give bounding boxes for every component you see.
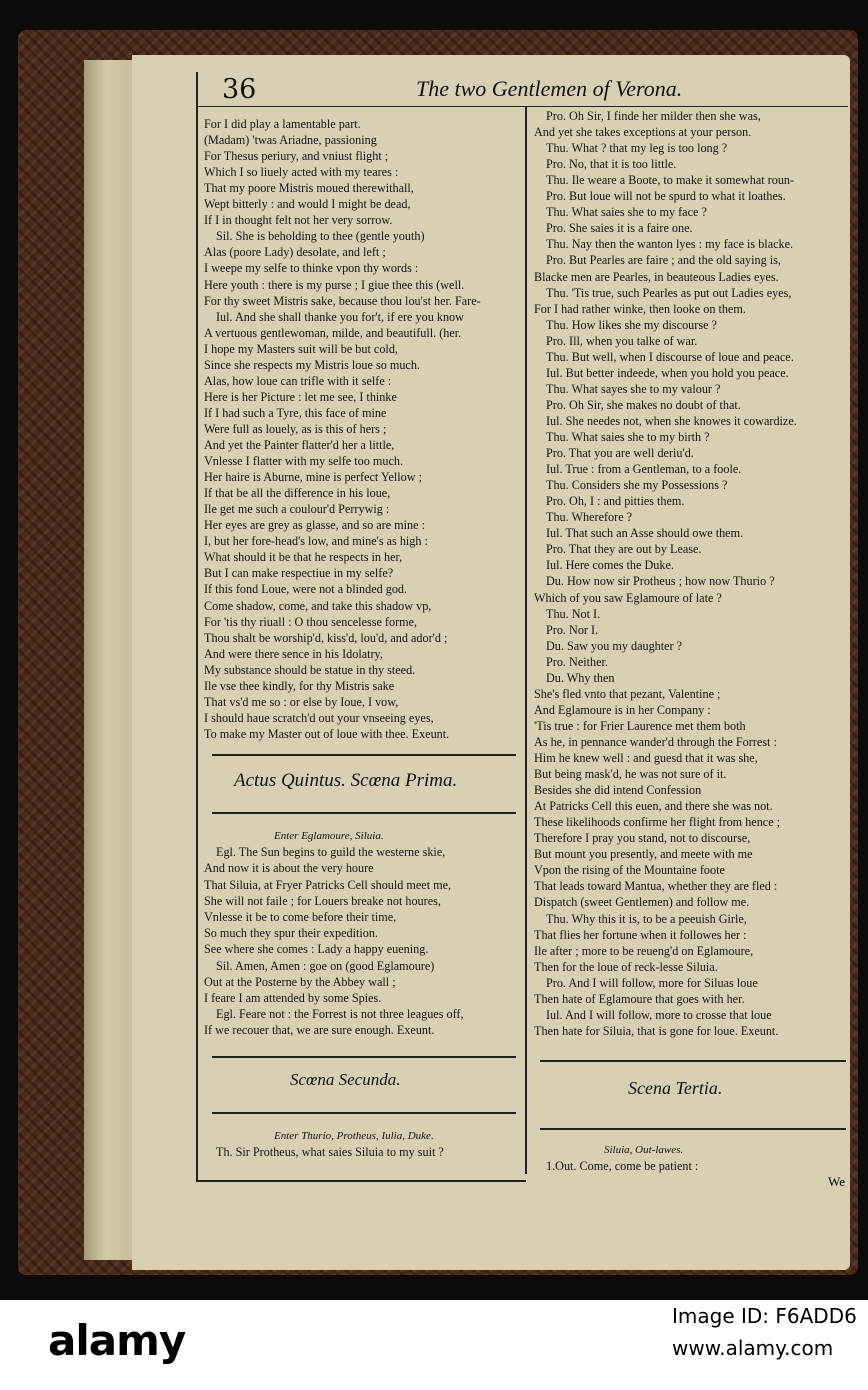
scene2-rule-bottom <box>212 1112 516 1114</box>
text-line: Thu. What ? that my leg is too long ? <box>546 141 728 156</box>
text-line: Vnlesse I flatter with my selfe too much. <box>204 454 404 469</box>
text-line: Blacke men are Pearles, in beauteous Ladies eyes. <box>534 269 779 284</box>
text-line: Iul. True : from a Gentleman, to a foole. <box>546 462 742 477</box>
act-rule-top <box>212 754 516 756</box>
text-line: Therefore I pray you stand, not to discourse, <box>534 831 751 846</box>
left-frame-rule <box>196 72 198 1182</box>
text-line: Alas (poore Lady) desolate, and left ; <box>204 245 386 260</box>
text-line: Ile after ; more to be reueng'd on Eglamoure, <box>534 943 754 958</box>
text-line: And Eglamoure is in her Company : <box>534 702 711 717</box>
text-line: 'Tis true : for Frier Laurence met them both <box>534 718 746 733</box>
text-line: Enter Eglamoure, Siluia. <box>274 830 384 842</box>
text-line: These likelihoods confirme her flight from hence ; <box>534 815 781 830</box>
text-line: Pro. She saies it is a faire one. <box>546 221 693 236</box>
left-column-text <box>204 116 522 746</box>
text-line: So much they spur their expedition. <box>204 926 378 941</box>
text-line: My substance should be statue in thy steed. <box>204 662 416 677</box>
text-line: Thu. Not I. <box>546 606 601 621</box>
page-number: 36 <box>222 74 257 105</box>
text-line: To make my Master out of loue with thee. Exeunt. <box>204 726 450 741</box>
text-line: Pro. But Pearles are faire ; and the old saying is, <box>546 253 781 268</box>
text-line: Pro. Oh, I : and pitties them. <box>546 494 685 509</box>
text-line: She's fled vnto that pezant, Valentine ; <box>534 686 721 701</box>
text-line: Vnlesse it be to come before their time, <box>204 910 397 924</box>
text-line: I should haue scratch'd out your vnseeing eyes, <box>204 710 434 725</box>
text-line: As he, in pennance wander'd through the Forrest : <box>534 734 777 749</box>
watermark-image-id: Image ID: F6ADD6 <box>672 1304 857 1328</box>
text-line: Pro. Oh Sir, she makes no doubt of that. <box>546 397 741 412</box>
text-line: What should it be that he respects in her, <box>204 550 403 565</box>
text-line: She will not faile ; for Louers breake not houres, <box>204 893 441 908</box>
text-line: That my poore Mistris moued therewithall, <box>204 181 414 196</box>
text-line: Thu. Considers she my Possessions ? <box>546 478 728 493</box>
text-line: A vertuous gentlewoman, milde, and beautifull. (her. <box>204 325 462 340</box>
text-line: Pro. No, that it is too little. <box>546 157 677 172</box>
left-column-text-scene2 <box>204 1128 522 1168</box>
text-line: Her eyes are grey as glasse, and so are mine : <box>204 518 425 533</box>
text-line: Iul. She needes not, when she knowes it cowardize. <box>546 413 797 428</box>
text-line: Then for the loue of reck-lesse Siluia. <box>534 959 718 974</box>
text-line: And were there sence in his Idolatry, <box>204 646 383 661</box>
text-line: Alas, how loue can trifle with it selfe : <box>204 373 392 388</box>
watermark-logo: alamy <box>48 1316 186 1365</box>
text-line: Her haire is Aburne, mine is perfect Yellow ; <box>204 470 422 485</box>
text-line: Thu. Wherefore ? <box>546 510 633 525</box>
text-line: Thu. Nay then the wanton lyes : my face is blacke. <box>546 237 794 252</box>
text-line: 1.Out. Come, come be patient : <box>546 1159 699 1173</box>
text-line: Thu. But well, when I discourse of loue and peace. <box>546 349 794 364</box>
right-column-text <box>534 108 846 1048</box>
text-line: I, but her fore-head's low, and mine's as high : <box>204 534 428 549</box>
text-line: If that be all the difference in his loue, <box>204 486 391 501</box>
page-edge <box>84 60 139 1260</box>
text-line: Iul. That such an Asse should owe them. <box>546 526 744 541</box>
text-line: Pro. That you are well deriu'd. <box>546 446 694 461</box>
text-line: Vpon the rising of the Mountaine foote <box>534 863 725 878</box>
text-line: Besides she did intend Confession <box>534 783 702 798</box>
text-line: If we recouer that, we are sure enough. Exeunt. <box>204 1023 435 1038</box>
text-line: I feare I am attended by some Spies. <box>204 991 382 1005</box>
text-line: Were full as louely, as is this of hers ; <box>204 421 387 436</box>
text-line: See where she comes : Lady a happy euening. <box>204 942 429 957</box>
text-line: Dispatch (sweet Gentlemen) and follow me. <box>534 895 750 910</box>
text-line: That flies her fortune when it followes her : <box>534 927 747 942</box>
text-line: That Siluia, at Fryer Patricks Cell should meet me, <box>204 877 452 892</box>
text-line: Thu. 'Tis true, such Pearles as put out Ladies eyes, <box>546 285 792 300</box>
text-line: Pro. Neither. <box>546 654 608 669</box>
text-line: If I in thought felt not her very sorrow. <box>204 213 393 228</box>
text-line: Siluia, Out-lawes. <box>604 1144 684 1156</box>
text-line: At Patricks Cell this euen, and there she was not. <box>534 799 773 814</box>
catchword: We <box>828 1174 845 1189</box>
text-line: For I did play a lamentable part. <box>204 117 361 131</box>
scene2-rule-top <box>212 1056 516 1058</box>
text-line: For thy sweet Mistris sake, because thou lou'st her. Fare- <box>204 293 481 308</box>
text-line: Du. Why then <box>546 670 615 685</box>
text-line: For 'tis thy riuall : O thou sencelesse forme, <box>204 614 418 629</box>
text-line: Pro. And I will follow, more for Siluas loue <box>546 975 758 990</box>
text-line: Du. How now sir Protheus ; how now Thurio ? <box>546 574 775 589</box>
text-line: Pro. Nor I. <box>546 622 599 637</box>
text-line: Here youth : there is my purse ; I giue thee this (well. <box>204 277 465 292</box>
text-line: Egl. Feare not : the Forrest is not three leagues off, <box>216 1007 464 1022</box>
text-line: And now it is about the very houre <box>204 861 374 876</box>
text-line: Come shadow, come, and take this shadow vp, <box>204 598 432 613</box>
text-line: If I had such a Tyre, this face of mine <box>204 405 387 420</box>
text-line: Thu. What saies she to my birth ? <box>546 430 710 444</box>
text-line: If this fond Loue, were not a blinded god. <box>204 582 408 597</box>
text-line: Iul. And I will follow, more to crosse that loue <box>546 1007 772 1022</box>
text-line: Here is her Picture : let me see, I thinke <box>204 389 397 404</box>
text-line: Iul. But better indeede, when you hold you peace. <box>546 365 789 380</box>
text-line: Then hate for Siluia, that is gone for loue. Exeunt. <box>534 1023 779 1038</box>
text-line: Which I so liuely acted with my teares : <box>204 165 399 180</box>
text-line: Him he knew well : and guesd that it was she, <box>534 751 758 765</box>
text-line: Thu. How likes she my discourse ? <box>546 317 717 332</box>
text-line: I weepe my selfe to thinke vpon thy words : <box>204 261 419 276</box>
scene-heading-secunda: Scœna Secunda. <box>290 1070 401 1089</box>
left-column-text-act5 <box>204 828 522 1043</box>
right-column-text-scene3 <box>534 1142 846 1178</box>
text-line: Thu. What sayes she to my valour ? <box>546 381 721 396</box>
text-line: Out at the Posterne by the Abbey wall ; <box>204 974 396 989</box>
text-line: But mount you presently, and meete with me <box>534 847 753 862</box>
text-line: Enter Thurio, Protheus, Iulia, Duke. <box>274 1130 434 1142</box>
watermark-url: www.alamy.com <box>672 1336 834 1360</box>
text-line: Wept bitterly : and would I might be dead, <box>204 197 411 212</box>
text-line: Thou shalt be worship'd, kiss'd, lou'd, and ador'd ; <box>204 630 448 645</box>
text-line: But being mask'd, he was not sure of it. <box>534 767 727 782</box>
act-rule-bottom <box>212 812 516 814</box>
text-line: And yet she takes exceptions at your person. <box>534 125 752 140</box>
text-line: Pro. Oh Sir, I finde her milder then she was, <box>546 109 761 123</box>
bottom-frame-rule <box>196 1180 526 1182</box>
text-line: Iul. And she shall thanke you for't, if ere you know <box>216 309 464 324</box>
text-line: Th. Sir Protheus, what saies Siluia to my suit ? <box>216 1145 444 1159</box>
text-line: But I can make respectiue in my selfe? <box>204 566 394 581</box>
scene-heading-tertia: Scena Tertia. <box>628 1078 723 1098</box>
text-line: I hope my Masters suit will be but cold, <box>204 341 398 356</box>
text-line: Thu. Why this it is, to be a peeuish Girle, <box>546 911 747 926</box>
text-line: Since she respects my Mistris loue so much. <box>204 357 420 372</box>
text-line: Iul. Here comes the Duke. <box>546 558 674 573</box>
text-line: Egl. The Sun begins to guild the westerne skie, <box>216 845 446 860</box>
act-heading: Actus Quintus. Scœna Prima. <box>234 770 458 791</box>
text-line: Pro. That they are out by Lease. <box>546 542 702 557</box>
text-line: For Thesus periury, and vniust flight ; <box>204 149 389 164</box>
text-line: Pro. Ill, when you talke of war. <box>546 333 698 348</box>
text-line: Then hate of Eglamoure that goes with her. <box>534 991 745 1006</box>
text-line: For I had rather winke, then looke on them. <box>534 301 746 316</box>
column-divider <box>525 106 527 1174</box>
text-line: Pro. But loue will not be spurd to what it loathes. <box>546 189 786 204</box>
text-line: Ile get me such a coulour'd Perrywig : <box>204 502 390 517</box>
text-line: That vs'd me so : or else by Ioue, I vow, <box>204 694 399 709</box>
text-line: Ile vse thee kindly, for thy Mistris sake <box>204 678 395 693</box>
running-title: The two Gentlemen of Verona. <box>416 76 683 101</box>
scene3-rule-bottom <box>540 1128 846 1130</box>
text-line: Thu. Ile weare a Boote, to make it somewhat roun- <box>546 173 795 188</box>
text-line: Sil. She is beholding to thee (gentle youth) <box>216 229 425 244</box>
text-line: Du. Saw you my daughter ? <box>546 638 683 653</box>
text-line: Sil. Amen, Amen : goe on (good Eglamoure) <box>216 958 435 973</box>
text-line: Which of you saw Eglamoure of late ? <box>534 590 722 605</box>
text-line: (Madam) 'twas Ariadne, passioning <box>204 133 377 148</box>
text-line: That leads toward Mantua, whether they are fled : <box>534 879 778 894</box>
text-line: Thu. What saies she to my face ? <box>546 205 707 220</box>
scene3-rule-top <box>540 1060 846 1062</box>
page-header <box>198 72 848 107</box>
text-line: And yet the Painter flatter'd her a little, <box>204 438 395 452</box>
